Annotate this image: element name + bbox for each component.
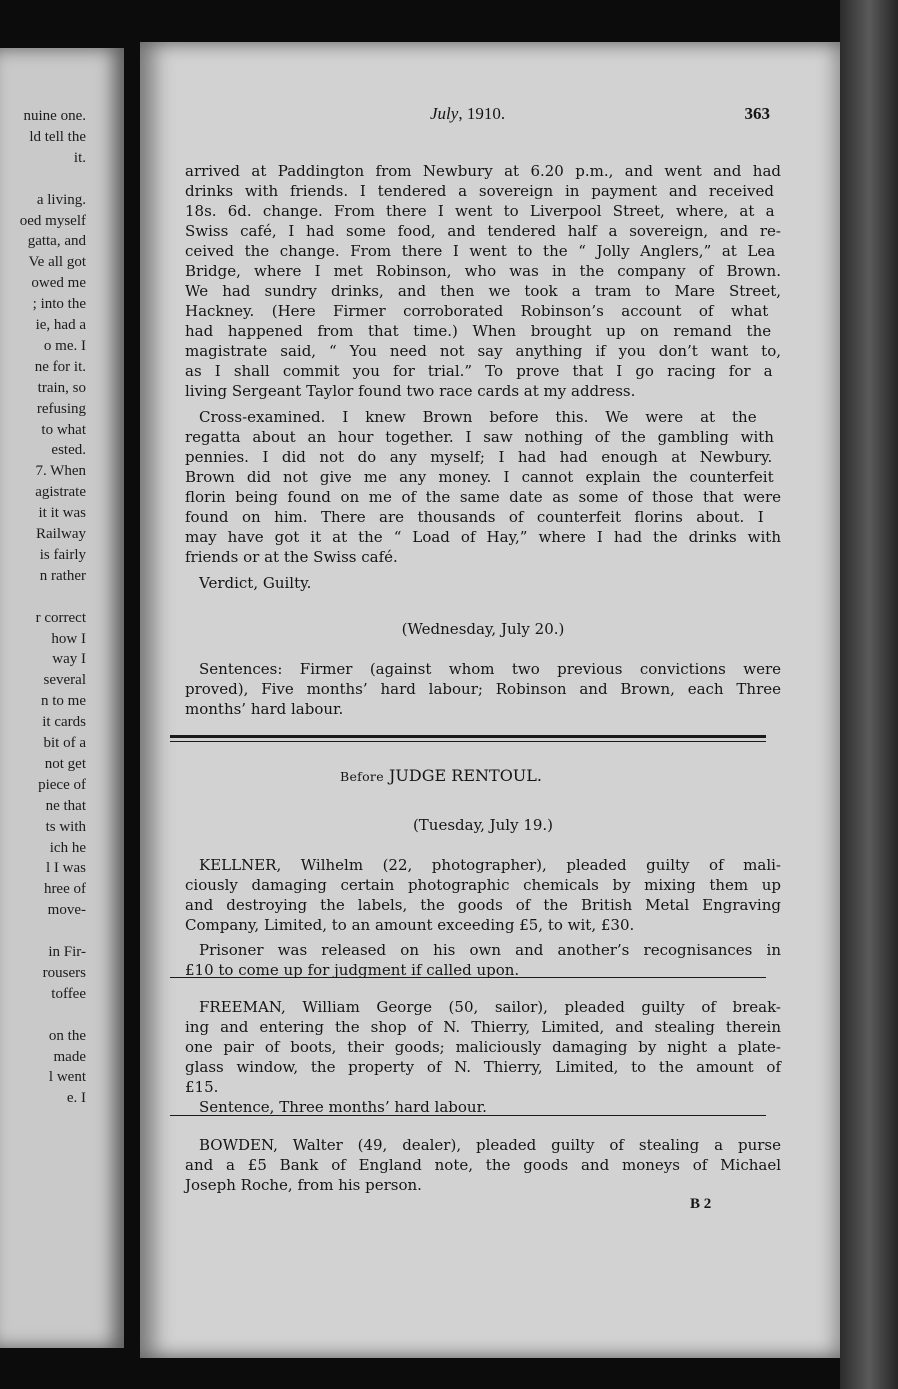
text-line: may have got it at the “ Load of Hay,” where I had the drinks with — [185, 528, 781, 546]
text-line: drinks with friends. I tendered a sovereign in payment and received — [185, 182, 774, 200]
text-line: proved), Five months’ hard labour; Robinson and Brown, each Three — [185, 680, 781, 698]
text-line: Bridge, where I met Robinson, who was in the company of Brown. — [185, 262, 781, 280]
left-page-line: rousers — [42, 964, 86, 981]
text-line: arrived at Paddington from Newbury at 6.20 p.m., and went and had — [185, 162, 781, 180]
text-line: We had sundry drinks, and then we took a tram to Mare Street, — [185, 282, 781, 300]
text-line: and a £5 Bank of England note, the goods and moneys of Michael — [185, 1156, 781, 1174]
left-page-line: way I — [52, 651, 86, 668]
left-page-line: bit of a — [43, 735, 86, 751]
text-line: glass window, the property of N. Thierry, Limited, to the amount of — [185, 1058, 781, 1076]
left-page-line: n to me — [41, 693, 86, 710]
left-page-line: refusing — [36, 400, 86, 417]
text-line: living Sergeant Taylor found two race cards at my address. — [185, 382, 636, 400]
left-page-line: to what — [41, 421, 86, 438]
left-page-line: ld tell the — [29, 128, 86, 145]
left-page-line: Ve all got — [28, 254, 86, 271]
section-divider — [170, 735, 766, 742]
text-line: Cross-examined. I knew Brown before this. We were at the — [199, 408, 757, 426]
text-line: had happened from that time.) When brought up on remand the — [185, 322, 772, 340]
left-page-line: ts with — [45, 818, 86, 835]
text-line: florin being found on me of the same date as some of those that were — [185, 488, 781, 506]
left-page-line: e. I — [66, 1090, 86, 1107]
header-date: July, 1910. — [430, 104, 506, 123]
left-page-line: ne for it. — [34, 358, 86, 375]
left-page-line: not get — [44, 755, 86, 772]
book-edge — [840, 0, 898, 1389]
text-line: and destroying the labels, the goods of the British Metal Engraving — [185, 896, 781, 914]
left-page-line: Railway — [36, 526, 86, 542]
left-page-line: l went — [48, 1069, 86, 1086]
left-page-line: r correct — [35, 609, 86, 626]
text-line: Hackney. (Here Firmer corroborated Robinson’s account of what — [185, 302, 769, 320]
text-line: friends or at the Swiss café. — [185, 548, 398, 566]
left-page-line: is fairly — [39, 546, 86, 563]
text-line: Sentence, Three months’ hard labour. — [199, 1098, 487, 1116]
text-line: ceived the change. From there I went to the “ Jolly Anglers,” at Lea — [185, 242, 776, 260]
text-line: months’ hard labour. — [185, 700, 344, 718]
left-page-line: piece of — [38, 776, 86, 793]
left-page-line: ich he — [49, 839, 86, 856]
page-number: 363 — [744, 104, 770, 123]
text-line: ciously damaging certain photographic chemicals by mixing them up — [185, 876, 781, 894]
text-line: magistrate said, “ You need not say anything if you don’t want to, — [185, 342, 781, 360]
left-page-line: gatta, and — [27, 233, 86, 250]
text-line: Joseph Roche, from his person. — [185, 1176, 422, 1194]
text-line: Prisoner was released on his own and another’s recognisances in — [199, 941, 781, 959]
left-page-margin — [0, 48, 124, 1348]
left-page-line: ne that — [45, 797, 86, 814]
text-line: pennies. I did not do any myself; I had had enough at Newbury. — [185, 448, 773, 466]
signature-mark: B 2 — [690, 1196, 712, 1212]
left-page-line: owed me — [31, 275, 86, 292]
left-page-line: several — [43, 672, 86, 689]
left-page-line: agistrate — [35, 484, 86, 501]
left-page-line: it. — [73, 149, 86, 166]
left-page-line: 7. When — [35, 463, 86, 480]
left-page-line: in Fir- — [48, 944, 86, 960]
left-page-line: made — [53, 1048, 86, 1065]
running-header — [430, 104, 770, 128]
text-line: BOWDEN, Walter (49, dealer), pleaded guilty of stealing a purse — [199, 1136, 781, 1154]
text-line: £10 to come up for judgment if called upon. — [185, 961, 520, 979]
left-page-line: it cards — [42, 714, 86, 731]
text-line: KELLNER, Wilhelm (22, photographer), pleaded guilty of mali- — [199, 856, 781, 874]
text-line: one pair of boots, their goods; maliciously damaging by night a plate- — [185, 1038, 781, 1056]
left-page-line: it it was — [38, 505, 86, 522]
text-line: Verdict, Guilty. — [199, 574, 312, 592]
left-page-line: ; into the — [32, 296, 86, 313]
left-page-line: o me. I — [43, 337, 86, 354]
left-page-line: train, so — [37, 379, 86, 396]
left-page-line: oed myself — [19, 212, 86, 229]
text-line: 18s. 6d. change. From there I went to Liverpool Street, where, at a — [185, 202, 775, 220]
text-line: ing and entering the shop of N. Thierry, Limited, and stealing therein — [185, 1018, 781, 1036]
left-page-line: ested. — [51, 442, 86, 459]
text-line: found on him. There are thousands of counterfeit florins about. I — [185, 508, 764, 526]
text-line: regatta about an hour together. I saw nothing of the gambling with — [185, 428, 774, 446]
text-line: Brown did not give me any money. I cannot explain the counterfeit — [185, 468, 774, 486]
left-page-line: ie, had a — [35, 317, 86, 333]
left-page-line: hree of — [43, 881, 86, 898]
text-line: (Wednesday, July 20.) — [401, 620, 565, 638]
left-page-line: a living. — [36, 191, 86, 208]
left-page-line: move- — [47, 902, 86, 919]
text-line: £15. — [185, 1078, 219, 1096]
text-line: FREEMAN, William George (50, sailor), pleaded guilty of break- — [199, 998, 781, 1016]
left-page-line: l I was — [46, 860, 86, 877]
left-page-line: toffee — [51, 985, 86, 1002]
text-line: Company, Limited, to an amount exceeding £5, to wit, £30. — [185, 916, 635, 934]
text-line: as I shall commit you for trial.” To prove that I go racing for a — [185, 362, 773, 380]
left-page-line: n rather — [39, 567, 86, 584]
text-line: Swiss café, I had some food, and tendered half a sovereign, and re- — [185, 222, 781, 240]
text-line: Sentences: Firmer (against whom two previous convictions were — [199, 660, 781, 678]
section-heading: Before JUDGE RENTOUL. — [340, 766, 542, 785]
left-page-line: how I — [51, 630, 86, 647]
left-page-line: nuine one. — [23, 108, 86, 124]
left-page-line: on the — [48, 1027, 86, 1044]
text-line: (Tuesday, July 19.) — [412, 816, 554, 834]
